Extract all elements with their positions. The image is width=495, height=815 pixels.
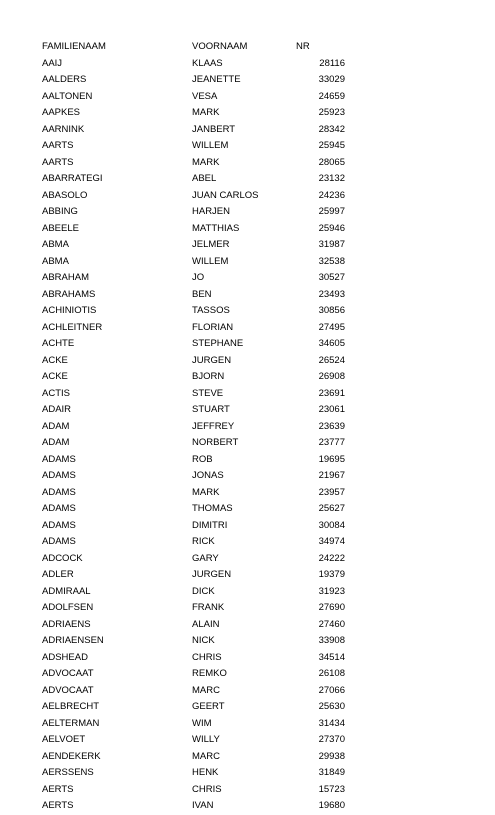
first-name-cell: REMKO bbox=[192, 668, 227, 679]
table-row bbox=[0, 732, 495, 749]
first-name-cell: STEPHANE bbox=[192, 338, 244, 349]
nr-cell: 23061 bbox=[318, 404, 345, 415]
surname-cell: ADMIRAAL bbox=[42, 585, 91, 597]
table-row bbox=[0, 221, 495, 238]
nr-cell: 29938 bbox=[318, 750, 345, 762]
table-row bbox=[0, 237, 495, 254]
first-name-cell: IVAN bbox=[192, 800, 214, 811]
nr-cell: 19695 bbox=[318, 453, 345, 465]
table-row bbox=[0, 567, 495, 584]
first-name-cell: FRANK bbox=[192, 602, 225, 613]
surname-cell: AARNINK bbox=[42, 123, 85, 135]
nr-cell: 34974 bbox=[318, 536, 345, 547]
nr-cell: 24222 bbox=[318, 552, 345, 564]
nr-cell: 26108 bbox=[318, 668, 345, 679]
nr-cell: 34605 bbox=[318, 338, 345, 349]
table-row bbox=[0, 782, 495, 799]
surname-cell: AELBRECHT bbox=[42, 701, 100, 712]
table-row bbox=[0, 72, 495, 89]
table-row bbox=[0, 336, 495, 353]
surname-cell: ABARRATEGI bbox=[42, 173, 103, 184]
first-name-cell: NORBERT bbox=[192, 437, 239, 448]
first-name-cell: JURGEN bbox=[192, 569, 232, 580]
first-name-cell: JELMER bbox=[192, 239, 230, 250]
surname-cell: AALTONEN bbox=[42, 90, 93, 102]
surname-cell: ADAMS bbox=[42, 486, 76, 498]
table-row bbox=[0, 765, 495, 782]
surname-cell: AAPKES bbox=[42, 107, 81, 118]
table-row bbox=[0, 584, 495, 601]
first-name-cell: MARK bbox=[192, 486, 220, 498]
surname-cell: AALDERS bbox=[42, 74, 87, 85]
nr-cell: 25630 bbox=[318, 701, 345, 712]
table-row bbox=[0, 56, 495, 73]
table-row bbox=[0, 452, 495, 469]
first-name-cell: MARK bbox=[192, 156, 220, 168]
surname-cell: AERSSENS bbox=[42, 767, 94, 778]
first-name-cell: ROB bbox=[192, 453, 213, 465]
surname-cell: ACTIS bbox=[42, 387, 70, 399]
table-row bbox=[0, 501, 495, 518]
first-name-cell: MARC bbox=[192, 684, 220, 696]
table-row bbox=[0, 303, 495, 320]
surname-cell: ABBING bbox=[42, 206, 78, 217]
first-name-cell: ALAIN bbox=[192, 618, 220, 630]
surname-cell: ADAMS bbox=[42, 536, 76, 547]
table-row bbox=[0, 204, 495, 221]
table-row bbox=[0, 798, 495, 815]
nr-cell: 28065 bbox=[318, 156, 345, 168]
first-name-cell: WIM bbox=[192, 717, 212, 729]
first-name-cell: JANBERT bbox=[192, 123, 236, 135]
first-name-cell: KLAAS bbox=[192, 57, 223, 69]
surname-cell: ADOLFSEN bbox=[42, 602, 94, 613]
nr-cell: 25923 bbox=[318, 107, 345, 118]
table-row bbox=[0, 105, 495, 122]
first-name-cell: NICK bbox=[192, 635, 215, 646]
table-row bbox=[0, 699, 495, 716]
nr-cell: 26524 bbox=[318, 354, 345, 366]
nr-cell: 27460 bbox=[318, 618, 345, 630]
first-name-cell: STEVE bbox=[192, 387, 224, 399]
nr-cell: 27370 bbox=[318, 734, 345, 745]
nr-cell: 31923 bbox=[318, 585, 345, 597]
surname-cell: ACKE bbox=[42, 354, 68, 366]
nr-cell: 23957 bbox=[318, 486, 345, 498]
table-row bbox=[0, 468, 495, 485]
nr-cell: 28116 bbox=[319, 57, 345, 69]
table-row bbox=[0, 435, 495, 452]
table-row bbox=[0, 633, 495, 650]
first-name-cell: MARC bbox=[192, 750, 220, 762]
nr-cell: 25997 bbox=[318, 206, 345, 217]
first-name-cell: THOMAS bbox=[192, 503, 233, 514]
first-name-cell: HARJEN bbox=[192, 206, 231, 217]
surname-cell: ADAM bbox=[42, 437, 70, 448]
first-name-cell: BJORN bbox=[192, 371, 225, 382]
surname-cell: ADRIAENSEN bbox=[42, 635, 104, 646]
table-row bbox=[0, 650, 495, 667]
nr-cell: 27690 bbox=[318, 602, 345, 613]
first-name-cell: JEANETTE bbox=[192, 74, 241, 85]
table-row bbox=[0, 188, 495, 205]
first-name-cell: JO bbox=[192, 272, 205, 283]
table-row bbox=[0, 402, 495, 419]
first-name-cell: WILLY bbox=[192, 734, 220, 745]
nr-cell: 25945 bbox=[318, 140, 345, 151]
table-row bbox=[0, 386, 495, 403]
surname-cell: ADRIAENS bbox=[42, 618, 91, 630]
first-name-cell: MARK bbox=[192, 107, 220, 118]
surname-cell: ADAMS bbox=[42, 519, 76, 531]
first-name-cell: VESA bbox=[192, 90, 218, 102]
first-name-cell: BEN bbox=[192, 288, 212, 300]
nr-cell: 26908 bbox=[318, 371, 345, 382]
nr-cell: 23132 bbox=[318, 173, 345, 184]
header-first-name: VOORNAAM bbox=[192, 41, 248, 52]
surname-cell: ABMA bbox=[42, 239, 69, 250]
first-name-cell: GEERT bbox=[192, 701, 225, 712]
first-name-cell: TASSOS bbox=[192, 305, 230, 316]
nr-cell: 30084 bbox=[318, 519, 345, 531]
table-body bbox=[0, 56, 495, 815]
nr-cell: 23777 bbox=[318, 437, 345, 448]
nr-cell: 25627 bbox=[318, 503, 345, 514]
table-row bbox=[0, 551, 495, 568]
surname-cell: AERTS bbox=[42, 800, 74, 811]
surname-cell: ACKE bbox=[42, 371, 68, 382]
table-row bbox=[0, 518, 495, 535]
table-row bbox=[0, 122, 495, 139]
first-name-cell: JONAS bbox=[192, 470, 224, 481]
surname-cell: ABRAHAM bbox=[42, 272, 89, 283]
surname-cell: ABRAHAMS bbox=[42, 288, 96, 300]
surname-cell: ACHLEITNER bbox=[42, 321, 103, 333]
table-row bbox=[0, 89, 495, 106]
first-name-cell: STUART bbox=[192, 404, 230, 415]
surname-cell: ACHINIOTIS bbox=[42, 305, 97, 316]
header-nr: NR bbox=[296, 41, 310, 52]
first-name-cell: MATTHIAS bbox=[192, 222, 240, 234]
nr-cell: 19379 bbox=[318, 569, 345, 580]
surname-cell: ADLER bbox=[42, 569, 74, 580]
surname-cell: ADAMS bbox=[42, 470, 76, 481]
surname-cell: ACHTE bbox=[42, 338, 75, 349]
surname-cell: AERTS bbox=[42, 783, 74, 795]
table-row bbox=[0, 353, 495, 370]
surname-cell: ADAM bbox=[42, 420, 70, 432]
first-name-cell: ABEL bbox=[192, 173, 217, 184]
table-row bbox=[0, 716, 495, 733]
surname-cell: ADAMS bbox=[42, 453, 76, 465]
surname-cell: ABEELE bbox=[42, 222, 79, 234]
nr-cell: 31434 bbox=[318, 717, 345, 729]
surname-cell: AARTS bbox=[42, 156, 74, 168]
first-name-cell: JUAN CARLOS bbox=[192, 189, 259, 201]
table-row bbox=[0, 534, 495, 551]
table-header-row bbox=[0, 39, 495, 56]
first-name-cell: CHRIS bbox=[192, 783, 222, 795]
table-row bbox=[0, 666, 495, 683]
surname-cell: ABMA bbox=[42, 255, 69, 267]
table-row bbox=[0, 254, 495, 271]
table-row bbox=[0, 270, 495, 287]
nr-cell: 23493 bbox=[318, 288, 345, 300]
table-row bbox=[0, 749, 495, 766]
table-row bbox=[0, 287, 495, 304]
nr-cell: 30527 bbox=[318, 272, 345, 283]
nr-cell: 30856 bbox=[318, 305, 345, 316]
surname-cell: ADAIR bbox=[42, 404, 72, 415]
nr-cell: 15723 bbox=[318, 783, 345, 795]
first-name-cell: FLORIAN bbox=[192, 321, 234, 333]
surname-cell: ADVOCAAT bbox=[42, 668, 94, 679]
table-row bbox=[0, 155, 495, 172]
nr-cell: 33029 bbox=[318, 74, 345, 85]
surname-cell: AARTS bbox=[42, 140, 74, 151]
first-name-cell: HENK bbox=[192, 767, 219, 778]
surname-cell: ADSHEAD bbox=[42, 651, 88, 663]
table-row bbox=[0, 683, 495, 700]
first-name-cell: CHRIS bbox=[192, 651, 222, 663]
nr-cell: 21967 bbox=[318, 470, 345, 481]
header-surname: FAMILIENAAM bbox=[42, 41, 106, 52]
surname-cell: AELVOET bbox=[42, 734, 86, 745]
nr-cell: 32538 bbox=[318, 255, 345, 267]
surname-cell: AAIJ bbox=[42, 57, 63, 69]
surname-cell: ADCOCK bbox=[42, 552, 83, 564]
nr-cell: 23639 bbox=[318, 420, 345, 432]
table-row bbox=[0, 485, 495, 502]
table-row bbox=[0, 419, 495, 436]
nr-cell: 31849 bbox=[318, 767, 345, 778]
nr-cell: 19680 bbox=[318, 800, 345, 811]
surname-cell: AELTERMAN bbox=[42, 717, 100, 729]
surname-cell: AENDEKERK bbox=[42, 750, 101, 762]
first-name-cell: JURGEN bbox=[192, 354, 232, 366]
nr-cell: 27066 bbox=[318, 684, 345, 696]
table-row bbox=[0, 369, 495, 386]
table-row bbox=[0, 171, 495, 188]
surname-cell: ABASOLO bbox=[42, 189, 88, 201]
table-row bbox=[0, 600, 495, 617]
first-name-cell: DICK bbox=[192, 585, 215, 597]
nr-cell: 27495 bbox=[318, 321, 345, 333]
first-name-cell: WILLEM bbox=[192, 140, 229, 151]
nr-cell: 34514 bbox=[318, 651, 345, 663]
table-row bbox=[0, 138, 495, 155]
table-row bbox=[0, 617, 495, 634]
nr-cell: 25946 bbox=[318, 222, 345, 234]
table-row bbox=[0, 320, 495, 337]
nr-cell: 28342 bbox=[318, 123, 345, 135]
first-name-cell: JEFFREY bbox=[192, 420, 235, 432]
nr-cell: 23691 bbox=[318, 387, 345, 399]
first-name-cell: GARY bbox=[192, 552, 219, 564]
nr-cell: 31987 bbox=[318, 239, 345, 250]
nr-cell: 24659 bbox=[318, 90, 345, 102]
name-list-table bbox=[0, 39, 495, 815]
first-name-cell: DIMITRI bbox=[192, 519, 228, 531]
surname-cell: ADVOCAAT bbox=[42, 684, 94, 696]
nr-cell: 33908 bbox=[318, 635, 345, 646]
first-name-cell: WILLEM bbox=[192, 255, 229, 267]
surname-cell: ADAMS bbox=[42, 503, 76, 514]
nr-cell: 24236 bbox=[318, 189, 345, 201]
first-name-cell: RICK bbox=[192, 536, 215, 547]
